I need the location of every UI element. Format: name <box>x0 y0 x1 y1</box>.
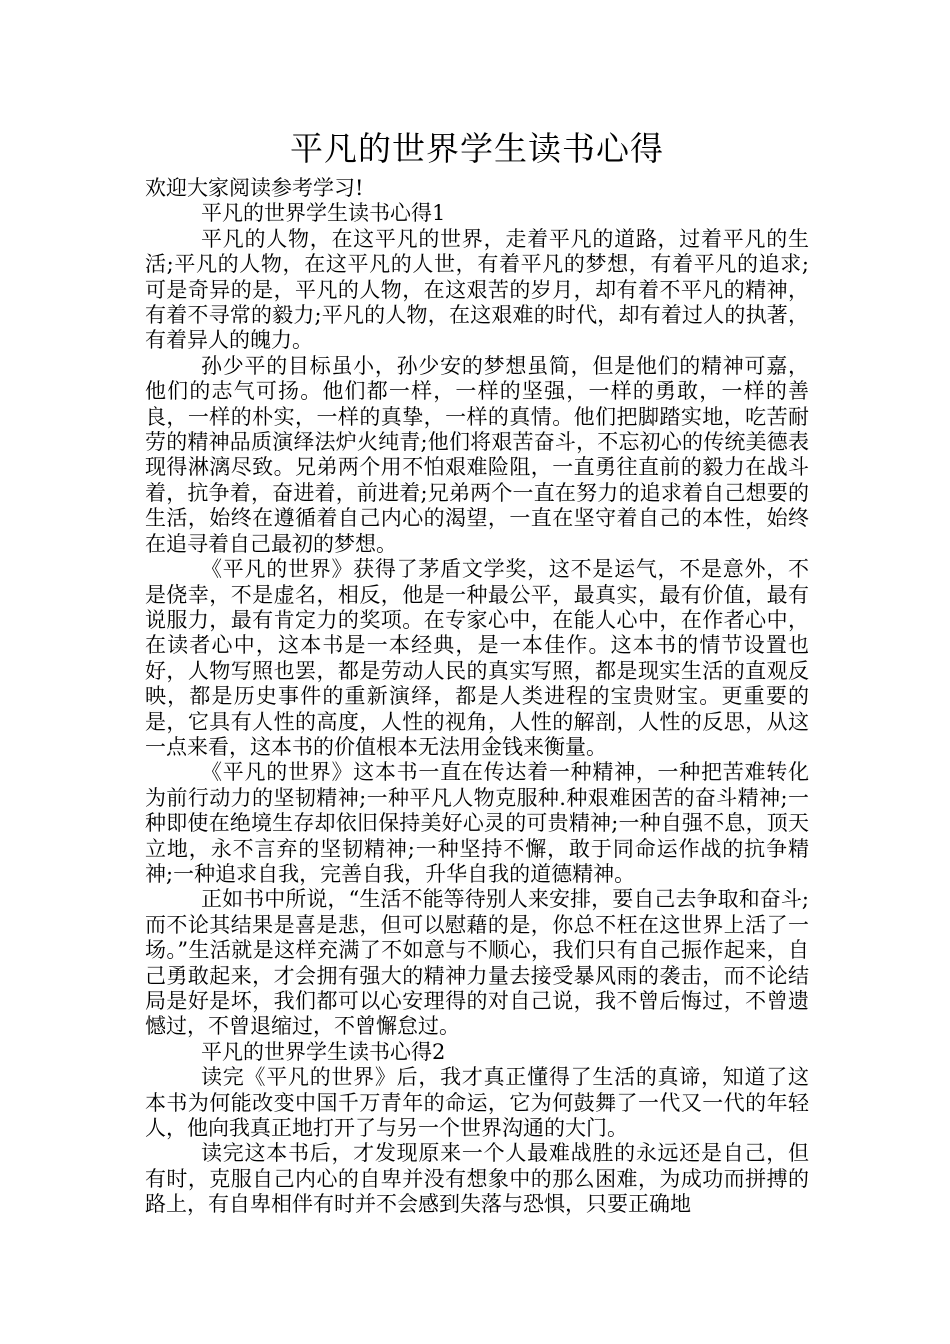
paragraph: 《平凡的世界》获得了茅盾文学奖，这不是运气，不是意外，不是侥幸，不是虚名，相反，他是一种最公平，最真实，最有价值，最有说服力，最有肯定力的奖项。在专家心中，在能人心中，在作者心中，在读者心中，这本书是一本经典，是一本佳作。这本书的情节设置也好，人物写照也罢，都是劳动人民的真实写照，都是现实生活的直观反映，都是历史事件的重新演绎，都是人类进程的宝贵财宝。更重要的是，它具有人性的高度，人性的视角，人性的解剖，人性的反思，从这一点来看，这本书的价值根本无法用金钱来衡量。 <box>145 557 809 759</box>
paragraph: 孙少平的目标虽小，孙少安的梦想虽简，但是他们的精神可嘉，他们的志气可扬。他们都一样，一样的坚强，一样的勇敢，一样的善良，一样的朴实，一样的真挚，一样的真情。他们把脚踏实地，吃苦耐劳的精神品质演绎法炉火纯青;他们将艰苦奋斗，不忘初心的传统美德表现得淋漓尽致。兄弟两个用不怕艰难险阻，一直勇往直前的毅力在战斗着，抗争着，奋进着，前进着;兄弟两个一直在努力的追求着自己想要的生活，始终在遵循着自己内心的渴望，一直在坚守着自己的本性，始终在追寻着自己最初的梦想。 <box>145 353 809 556</box>
document-page <box>145 128 809 1218</box>
paragraph: 读完《平凡的世界》后，我才真正懂得了生活的真谛，知道了这本书为何能改变中国千万青年的命运，它为何鼓舞了一代又一代的年轻人，他向我真正地打开了与另一个世界沟通的大门。 <box>145 1065 809 1141</box>
intro-line: 欢迎大家阅读参考学习! <box>145 176 364 200</box>
paragraph: 《平凡的世界》这本书一直在传达着一种精神，一种把苦难转化为前行动力的坚韧精神;一种平凡人物克服种.种艰难困苦的奋斗精神;一种即使在绝境生存却依旧保持美好心灵的可贵精神;一种自强不息，顶天立地，永不言弃的坚韧精神;一种坚持不懈，敢于同命运作战的抗争精神;一种追求自我，完善自我，升华自我的道德精神。 <box>145 760 809 886</box>
paragraph: 正如书中所说，“生活不能等待别人来安排，要自己去争取和奋斗;而不论其结果是喜是悲，但可以慰藉的是，你总不枉在这世界上活了一场。”生活就是这样充满了不如意与不顺心，我们只有自己振作起来，自己勇敢起来，才会拥有强大的精神力量去接受暴风雨的袭击，而不论结局是好是坏，我们都可以心安理得的对自己说，我不曾后悔过，不曾遗憾过，不曾退缩过，不曾懈怠过。 <box>145 887 809 1039</box>
section-heading-1: 平凡的世界学生读书心得1 <box>201 201 446 226</box>
section-heading-2: 平凡的世界学生读书心得2 <box>201 1039 446 1064</box>
document-title: 平凡的世界学生读书心得 <box>290 129 664 168</box>
paragraph: 平凡的人物，在这平凡的世界，走着平凡的道路，过着平凡的生活;平凡的人物，在这平凡的人世，有着平凡的梦想，有着平凡的追求;可是奇异的是，平凡的人物，在这艰苦的岁月，却有着不平凡的精神，有着不寻常的毅力;平凡的人物，在这艰难的时代，却有着过人的执著，有着异人的魄力。 <box>145 226 809 353</box>
paragraph: 读完这本书后，才发现原来一个人最难战胜的永远还是自己，但有时，克服自己内心的自卑并没有想象中的那么困难，为成功而拼搏的路上，有自卑相伴有时并不会感到失落与恐惧，只要正确地 <box>145 1141 809 1217</box>
